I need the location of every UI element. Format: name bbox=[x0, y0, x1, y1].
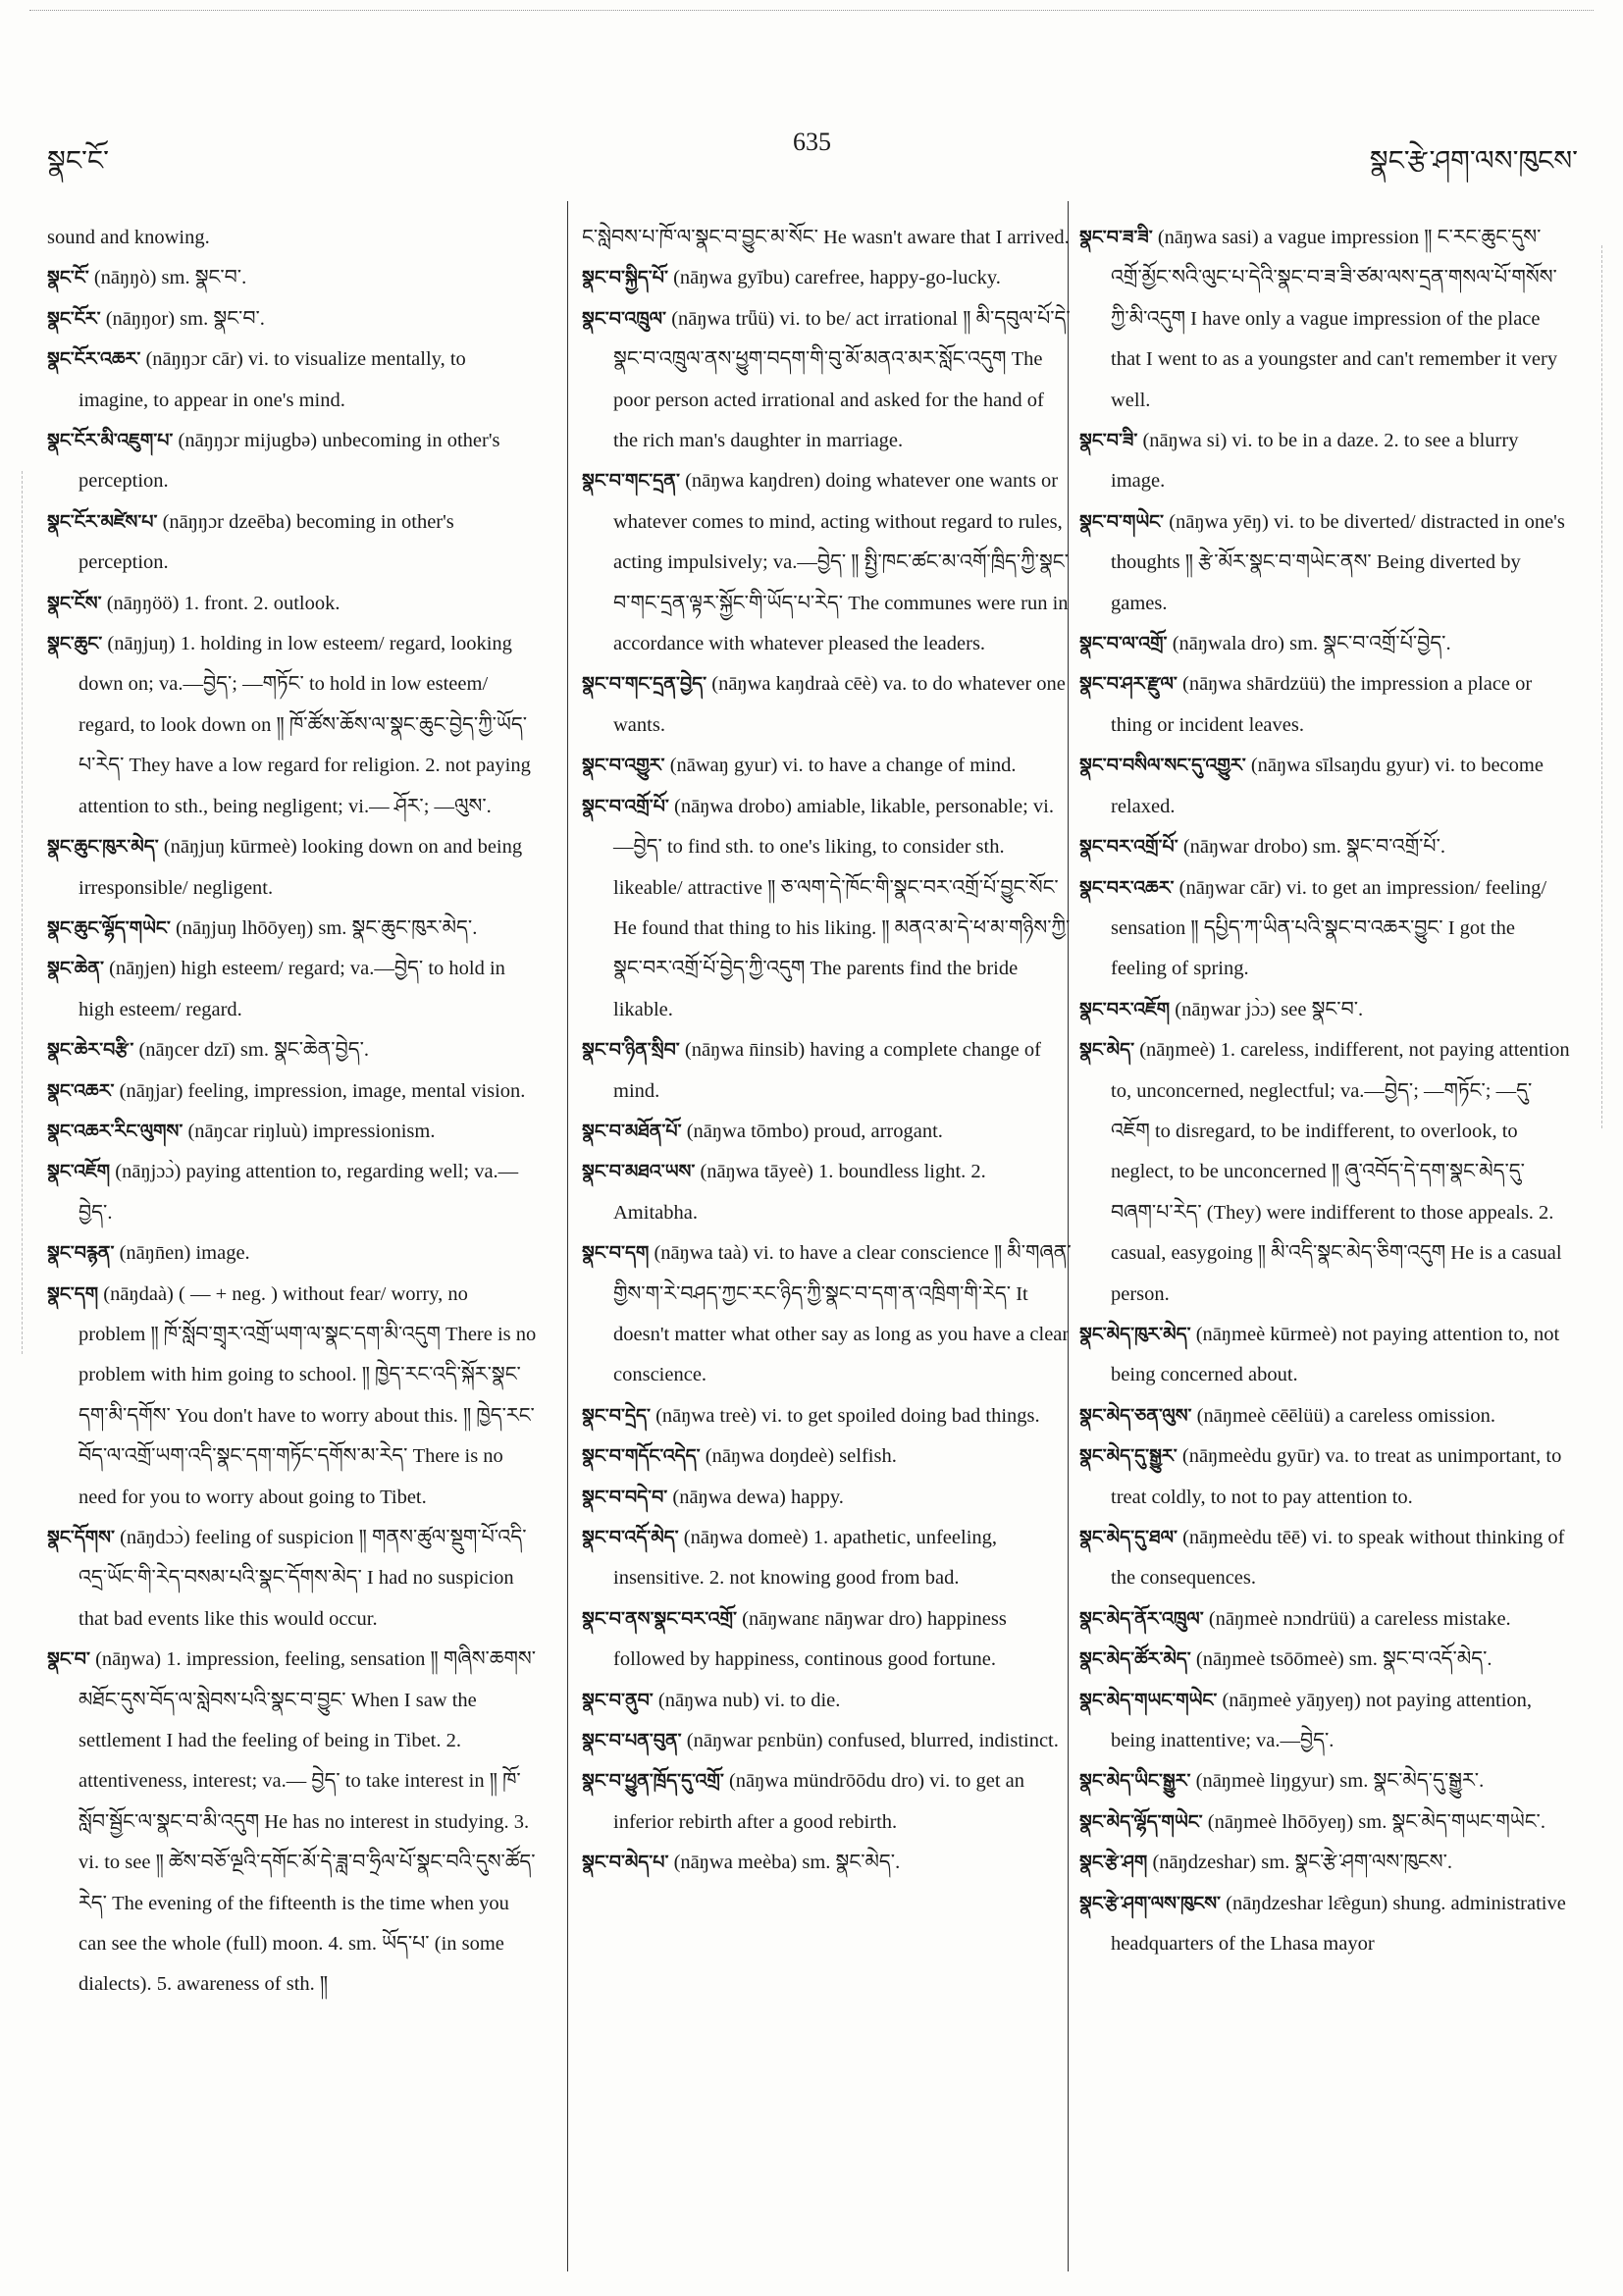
entry-definition: (nāŋwa dewa) happy. bbox=[667, 1486, 844, 1508]
entry-definition: (nāŋwar cār) vi. to get an impression/ feeling/ sensation ༎ དཔྱིད་ཀ་ཡིན་པའི་སྣང་བ་འཆར་བྱུང་ I got the feeling of spring. bbox=[1111, 876, 1547, 980]
headword: སྣང་བ་བདེ་བ་ bbox=[582, 1486, 668, 1508]
entry-definition: (nāŋcar riŋluù) impressionism. bbox=[183, 1120, 436, 1142]
dictionary-entry bbox=[1079, 1030, 1570, 1315]
headword: སྣང་བ་དྲེད་ bbox=[582, 1404, 651, 1427]
dictionary-entry bbox=[47, 949, 538, 1030]
headword: སྣང་བ་གཡེང་ bbox=[1079, 510, 1165, 533]
dictionary-entry bbox=[1079, 1681, 1570, 1762]
entry-definition: sound and knowing. bbox=[47, 227, 210, 248]
headword: སྣང་དོགས་ bbox=[47, 1527, 115, 1548]
headword: སྣང་བ་ལ་འགྲོ་ bbox=[1079, 633, 1168, 655]
dictionary-entry bbox=[582, 664, 1073, 746]
entry-definition: (nāŋwa sīlsaŋdu gyur) vi. to become relaxed. bbox=[1111, 755, 1544, 817]
headword: སྣང་བ་གང་དྲན་བྱེད་ bbox=[582, 673, 707, 696]
entry-definition: (nāŋwa gyību) carefree, happy-go-lucky. bbox=[667, 267, 1001, 289]
entry-definition: (nāŋwa tāyeè) 1. boundless light. 2. Amitabha. bbox=[613, 1161, 986, 1224]
entry-definition: (nāwaŋ gyur) vi. to have a change of mind. bbox=[664, 755, 1017, 777]
entry-definition: (nāŋwa shārdzüü) the impression a place or thing or incident leaves. bbox=[1111, 673, 1533, 736]
dictionary-entry bbox=[582, 1233, 1073, 1396]
headword: སྣང་བ་ཟ་ཟི་ bbox=[1079, 227, 1153, 248]
dictionary-entry bbox=[47, 339, 538, 421]
headword: སྣང་བར་འཇོག bbox=[1079, 998, 1171, 1020]
top-dotted-rule bbox=[29, 10, 1594, 11]
headword: སྣང་མེད་དུ་སྒྱུར་ bbox=[1079, 1445, 1178, 1468]
entry-definition: (nāŋwa) 1. impression, feeling, sensation ༎ གཞིས་ཆགས་མཐོང་དུས་བོད་ལ་སླེབས་པའི་སྣང་བ་བྱུང་ When I saw the settlement I had the feeling of being in Tibet. 2. attentiveness, interest; va.— བྱེད་ to take interest in ༎ ཁོ་སློབ་སྦྱོང་ལ་སྣང་བ་མི་འདུག He has no interest in studying. 3. vi. to see ༎ ཚེས་བཅོ་ལྔའི་དགོང་མོ་དེ་ཟླ་བ་ཧྲིལ་པོ་སྣང་བའི་དུས་ཚོད་རེད་ The evening of the fifteenth is the time when you can see the whole (full) moon. 4. sm. ཡོད་པ་ (in some dialects). 5. awareness of sth. ༎ bbox=[79, 1648, 537, 1996]
dictionary-entry bbox=[1079, 502, 1570, 624]
entry-definition: (nāŋmeè liŋgyur) sm. སྣང་མེད་དུ་སྒྱུར་. bbox=[1190, 1770, 1485, 1793]
dictionary-entry bbox=[582, 461, 1073, 664]
headword: སྣང་བ་ཟི་ bbox=[1079, 430, 1138, 452]
entry-definition: (nāŋmeèdu tēē) vi. to speak without thinking of the consequences. bbox=[1111, 1527, 1565, 1590]
entry-definition: (nāŋmeè kūrmeè) not paying attention to, not being concerned about. bbox=[1111, 1323, 1560, 1386]
dictionary-entry bbox=[1079, 1599, 1570, 1640]
entry-definition: (nāŋŋöö) 1. front. 2. outlook. bbox=[101, 592, 340, 614]
headword: སྣང་མེད་ཁུར་མེད་ bbox=[1079, 1323, 1191, 1345]
dictionary-entry bbox=[582, 1396, 1073, 1436]
entry-definition: (nāŋjen) high esteem/ regard; va.—བྱེད་ to hold in high esteem/ regard. bbox=[79, 958, 505, 1020]
dictionary-entry bbox=[1079, 1640, 1570, 1680]
dictionary-entry bbox=[582, 299, 1073, 462]
dictionary-entry bbox=[1079, 746, 1570, 827]
entry-definition: (nāŋmeè cēēlüü) a careless omission. bbox=[1191, 1404, 1496, 1427]
entry-definition: (nāŋwa sasi) a vague impression ༎ ང་རང་ཆུང་དུས་འགྲོ་མྱོང་སའི་ལུང་པ་དེའི་སྣང་བ་ཟ་ཟི་ཙམ་ལས་དྲན་གསལ་པོ་གསོས་ཀྱི་མི་འདུག I have only a vague impression of the place that I went to as a youngster and can't remember it very well. bbox=[1111, 227, 1558, 411]
headword: སྣང་བ་མཐོན་པོ་ bbox=[582, 1120, 682, 1142]
dictionary-entry bbox=[1079, 624, 1570, 664]
dictionary-entry bbox=[47, 421, 538, 502]
entry-definition: (nāŋwa kaŋdren) doing whatever one wants or whatever comes to mind, acting without regard to rules, acting impulsively; va.—བྱེད་ ༎ སྤྱི་ཁང་ཚང་མ་འགོ་ཁྲིད་ཀྱི་སྣང་བ་གང་དྲན་ལྟར་སྐྱོང་གི་ཡོད་པ་རེད་ The communes were run in accordance with whatever pleased the leaders. bbox=[613, 470, 1069, 655]
dictionary-entry bbox=[582, 1478, 1073, 1518]
entry-definition: (nāŋn̄en) image. bbox=[114, 1242, 250, 1265]
dictionary-entry bbox=[47, 218, 538, 258]
column-rule-1 bbox=[567, 201, 568, 2271]
headword: སྣང་འཇོག bbox=[47, 1161, 111, 1183]
dictionary-entry bbox=[1079, 868, 1570, 990]
headword: སྣང་བ་ bbox=[47, 1648, 90, 1671]
headword: སྣང་རྩེ་ཤག་ལས་ཁུངས་ bbox=[1079, 1892, 1222, 1914]
entry-definition: (nāŋcer dzī) sm. སྣང་ཆེན་བྱེད་. bbox=[133, 1039, 370, 1062]
dictionary-entry bbox=[582, 1436, 1073, 1477]
entry-definition: (nāŋdaà) ( — + neg. ) without fear/ worry, no problem ༎ ཁོ་སློབ་གྲྭར་འགྲོ་ཡག་ལ་སྣང་དག་མི་འདུག There is no problem with him going to school. ༎ ཁྱེད་རང་འདི་སྐོར་སྣང་དག་མི་དགོས་ You don't have to worry about this. ༎ ཁྱེད་རང་བོད་ལ་འགྲོ་ཡག་འདི་སྣང་དག་གཏོང་དགོས་མ་རེད་ There is no need for you to worry about going to Tibet. bbox=[79, 1282, 537, 1508]
entry-definition: (nāŋwa yēŋ) vi. to be diverted/ distracted in one's thoughts ༎ རྩེ་མོར་སྣང་བ་གཡེང་ནས་ Being diverted by games. bbox=[1111, 510, 1565, 614]
dictionary-entry bbox=[582, 1721, 1073, 1761]
running-head-right: སྣང་རྩེ་ཤག་ལས་ཁུངས་ bbox=[1369, 144, 1578, 177]
dictionary-entry bbox=[1079, 1843, 1570, 1883]
entry-definition: (nāŋŋɔr cār) vi. to visualize mentally, to imagine, to appear in one's mind. bbox=[79, 348, 466, 411]
entry-definition: (nāŋŋò) sm. སྣང་བ་. bbox=[88, 267, 247, 289]
dictionary-entry bbox=[582, 746, 1073, 786]
headword: སྣང་ངོ་ bbox=[47, 267, 89, 289]
headword: སྣང་ངོར་མཛེས་པ་ bbox=[47, 510, 158, 533]
dictionary-entry bbox=[47, 1030, 538, 1070]
headword: སྣང་བ་ཕྱུན་ཁྲོད་དུ་འགྲོ་ bbox=[582, 1770, 724, 1793]
dictionary-entry bbox=[1079, 664, 1570, 746]
dictionary-entry bbox=[582, 1599, 1073, 1681]
dictionary-entry bbox=[47, 624, 538, 827]
headword: སྣང་ཆུང་ལྷོད་གཡེང་ bbox=[47, 916, 171, 939]
dictionary-entry bbox=[1079, 1396, 1570, 1436]
entry-definition: (nāŋwa treè) vi. to get spoiled doing bad things. bbox=[650, 1404, 1040, 1427]
headword: སྣང་བ་གདོང་འདེད་ bbox=[582, 1445, 701, 1468]
headword: སྣང་བ་བསིལ་སང་དུ་འགྱུར་ bbox=[1079, 755, 1246, 777]
dictionary-entry bbox=[47, 1275, 538, 1518]
entry-definition: (nāŋwanɛ nāŋwar dro) happiness followed by happiness, continous good fortune. bbox=[613, 1607, 1007, 1671]
headword: སྣང་ངོར་མི་འཇུག་པ་ bbox=[47, 430, 174, 452]
entry-definition: (nāŋŋor) sm. སྣང་བ་. bbox=[100, 307, 265, 330]
headword: སྣང་མེད་ཚོར་མེད་ bbox=[1079, 1648, 1191, 1671]
headword: སྣང་བ་མཐའ་ཡས་ bbox=[582, 1161, 696, 1183]
dictionary-entry bbox=[47, 1518, 538, 1640]
dictionary-entry bbox=[1079, 827, 1570, 867]
headword: སྣང་བ་སྐྱིད་པོ་ bbox=[582, 267, 668, 289]
entry-definition: (nāŋjɔɔ̀) paying attention to, regarding well; va.—བྱེད་. bbox=[79, 1161, 519, 1224]
column-3 bbox=[1079, 218, 1570, 1964]
entry-definition: (nāŋjuŋ kūrmeè) looking down on and being irresponsible/ negligent. bbox=[79, 836, 523, 899]
headword: སྣང་བ་མེད་པ་ bbox=[582, 1852, 669, 1874]
entry-definition: (nāŋŋɔr mijugbə) unbecoming in other's perception. bbox=[79, 430, 500, 493]
dictionary-entry bbox=[1079, 1315, 1570, 1396]
dictionary-entry bbox=[47, 1233, 538, 1274]
headword: སྣང་མེད་གཡང་གཡེང་ bbox=[1079, 1689, 1218, 1711]
headword: སྣང་བ་དག bbox=[582, 1242, 650, 1265]
entry-definition: (nāŋwa kaŋdraà cēè) va. to do whatever one wants. bbox=[613, 673, 1066, 736]
headword: སྣང་ཆེན་ bbox=[47, 958, 104, 980]
entry-definition: (nāŋŋɔr dzeēba) becoming in other's perception. bbox=[79, 510, 454, 574]
dictionary-entry bbox=[47, 1152, 538, 1233]
entry-definition: (nāŋwa domeè) 1. apathetic, unfeeling, insensitive. 2. not knowing good from bad. bbox=[613, 1527, 998, 1590]
entry-definition: (nāŋwa meèba) sm. སྣང་མེད་. bbox=[668, 1852, 901, 1874]
headword: སྣང་ངོར་ bbox=[47, 307, 101, 330]
dictionary-entry bbox=[582, 218, 1073, 258]
entry-definition: (nāŋwa mündrōōdu dro) vi. to get an inferior rebirth after a good rebirth. bbox=[613, 1770, 1025, 1833]
dictionary-entry bbox=[47, 502, 538, 584]
headword: སྣང་ཆུང་ bbox=[47, 633, 103, 655]
headword: སྣང་བ་འཁྲུལ་ bbox=[582, 307, 667, 330]
entry-definition: (nāŋmeè lhōōyeŋ) sm. སྣང་མེད་གཡང་གཡེང་. bbox=[1202, 1810, 1545, 1833]
entry-definition: (nāŋwa drobo) amiable, likable, personable; vi.—བྱེད་ to find sth. to one's liking, to consider sth. likeable/ attractive ༎ ཅ་ལག་དེ་ཁོང་གི་སྣང་བར་འགྲོ་པོ་བྱུང་སོང་ He found that thing to his liking. ༎ མནའ་མ་དེ་ཕ་མ་གཉིས་ཀྱི་སྣང་བར་འགྲོ་པོ་བྱེད་ཀྱི་འདུག The parents find the bride likable. bbox=[613, 795, 1071, 1020]
entry-definition: (nāŋmeè yāŋyeŋ) not paying attention, being inattentive; va.—བྱེད་. bbox=[1111, 1689, 1533, 1752]
headword: སྣང་མེད་དུ་ཐལ་ bbox=[1079, 1527, 1178, 1548]
entry-definition: (nāŋwa nub) vi. to die. bbox=[653, 1689, 841, 1711]
entry-definition: (nāŋwa tōmbo) proud, arrogant. bbox=[681, 1120, 943, 1142]
headword: སྣང་རྩེ་ཤག bbox=[1079, 1852, 1148, 1874]
headword: སྣང་བརྙན་ bbox=[47, 1242, 115, 1265]
scan-guide-right bbox=[1601, 245, 1602, 1128]
entry-definition: (nāŋmeè tsōōmeè) sm. སྣང་བ་འདོ་མེད་. bbox=[1190, 1648, 1492, 1671]
headword: སྣང་མེད་ལྷོད་གཡེང་ bbox=[1079, 1810, 1203, 1833]
headword: སྣང་བ་པན་བུན་ bbox=[582, 1730, 682, 1752]
dictionary-entry bbox=[1079, 1436, 1570, 1518]
dictionary-entry bbox=[47, 299, 538, 339]
headword: སྣང་ངོར་འཆར་ bbox=[47, 348, 141, 371]
entry-definition: (nāŋwa si) vi. to be in a daze. 2. to see a blurry image. bbox=[1111, 430, 1519, 493]
dictionary-entry bbox=[1079, 1802, 1570, 1843]
entry-definition: ང་སླེབས་པ་ཁོ་ལ་སྣང་བ་བྱུང་མ་སོང་ He wasn't aware that I arrived. bbox=[582, 227, 1070, 248]
headword: སྣང་མེད་ཅན་ལུས་ bbox=[1079, 1404, 1192, 1427]
entry-definition: (nāŋjuŋ lhōōyeŋ) sm. སྣང་ཆུང་ཁུར་མེད་. bbox=[170, 916, 478, 939]
dictionary-entry bbox=[47, 909, 538, 949]
headword: སྣང་བ་འགྱུར་ bbox=[582, 755, 665, 777]
headword: སྣང་བར་འཆར་ bbox=[1079, 876, 1175, 899]
entry-definition: (nāŋdzeshar) sm. སྣང་རྩེ་ཤག་ལས་ཁུངས་. bbox=[1147, 1852, 1453, 1874]
entry-definition: (nāŋwa n̄insib) having a complete change of mind. bbox=[613, 1039, 1041, 1102]
dictionary-entry bbox=[1079, 1518, 1570, 1599]
headword: སྣང་ཆུང་ཁུར་མེད་ bbox=[47, 836, 159, 859]
dictionary-entry bbox=[47, 827, 538, 909]
headword: སྣང་བ་འདོ་མེད་ bbox=[582, 1527, 679, 1548]
entry-definition: (nāŋjar) feeling, impression, image, mental vision. bbox=[114, 1079, 526, 1102]
dictionary-entry bbox=[582, 787, 1073, 1030]
dictionary-entry bbox=[1079, 1761, 1570, 1801]
running-head-left: སྣང་ངོ་ bbox=[47, 144, 109, 177]
entry-definition: (nāŋwa trǖü) vi. to be/ act irrational ༎ མི་དབུལ་པོ་དེ་སྣང་བ་འཁྲུལ་ནས་ཕྱུག་བདག་གི་བུ་མོ་མནའ་མར་སློང་འདུག The poor person acted irrational and asked for the hand of the rich man's daughter in marriage. bbox=[613, 307, 1071, 452]
headword: སྣང་བ་ཉིན་སྲིབ་ bbox=[582, 1039, 680, 1062]
dictionary-entry bbox=[582, 1112, 1073, 1152]
dictionary-entry bbox=[1079, 1884, 1570, 1965]
entry-definition: (nāŋwa doŋdeè) selfish. bbox=[700, 1445, 897, 1468]
headword: སྣང་བར་འགྲོ་པོ་ bbox=[1079, 836, 1178, 859]
dictionary-entry bbox=[47, 1640, 538, 2006]
dictionary-entry bbox=[47, 1112, 538, 1152]
headword: སྣང་བ་ཤར་རྫུལ་ bbox=[1079, 673, 1178, 696]
dictionary-entry bbox=[582, 1681, 1073, 1721]
headword: སྣང་བ་ནས་སྣང་བར་འགྲོ་ bbox=[582, 1607, 737, 1630]
headword: སྣང་ངོས་ bbox=[47, 592, 102, 614]
entry-definition: (nāŋjuŋ) 1. holding in low esteem/ regard, looking down on; va.—བྱེད་; —གཏོང་ to hold in low esteem/ regard, to look down on ༎ ཁོ་ཚོས་ཆོས་ལ་སྣང་ཆུང་བྱེད་ཀྱི་ཡོད་པ་རེད་ They have a low regard for religion. 2. not paying attention to sth., being negligent; vi.— ཤོར་; —ལུས་. bbox=[79, 633, 531, 817]
dictionary-entry bbox=[582, 1843, 1073, 1883]
column-1 bbox=[47, 218, 538, 2006]
entry-definition: (nāŋwar pɛnbün) confused, blurred, indistinct. bbox=[681, 1730, 1059, 1752]
dictionary-entry bbox=[1079, 218, 1570, 421]
entry-definition: (nāŋwa taà) vi. to have a clear conscience ༎ མི་གཞན་གྱིས་ག་རེ་བཤད་ཀྱང་རང་ཉིད་ཀྱི་སྣང་བ་དག་ན་འཁྲིག་གི་རེད་ It doesn't matter what other say as long as you have a clear conscience. bbox=[613, 1242, 1072, 1386]
dictionary-entry bbox=[1079, 421, 1570, 502]
entry-definition: (nāŋmeè) 1. careless, indifferent, not paying attention to, unconcerned, neglectful; va.—བྱེད་; —གཏོང་; —དུ་འཇོག to disregard, to be indifferent, to overlook, to neglect, to be unconcerned ༎ ཞུ་འབོད་དེ་དག་སྣང་མེད་དུ་བཞག་པ་རེད་ (They) were indifferent to those appeals. 2. casual, easygoing ༎ མི་འདི་སྣང་མེད་ཅིག་འདུག He is a casual person. bbox=[1111, 1039, 1570, 1305]
entry-definition: (nāŋmeè nɔndrüü) a careless mistake. bbox=[1203, 1607, 1511, 1630]
dictionary-entry bbox=[47, 584, 538, 624]
dictionary-entry bbox=[582, 258, 1073, 298]
dictionary-entry bbox=[582, 1152, 1073, 1233]
entry-definition: (nāŋwar drobo) sm. སྣང་བ་འགྲོ་པོ་. bbox=[1178, 836, 1446, 859]
headword: སྣང་མེད་ཡིང་སྒྱུར་ bbox=[1079, 1770, 1191, 1793]
dictionary-entry bbox=[1079, 990, 1570, 1030]
entry-definition: (nāŋmeèdu gyūr) va. to treat as unimportant, to treat coldly, to not to pay attention to. bbox=[1111, 1445, 1562, 1508]
dictionary-entry bbox=[47, 1071, 538, 1112]
headword: སྣང་བ་འགྲོ་པོ་ bbox=[582, 795, 669, 817]
entry-definition: (nāŋdɔɔ̀) feeling of suspicion ༎ གནས་ཚུལ་སྡུག་པོ་འདི་འདྲ་ཡོང་གི་རེད་བསམ་པའི་སྣང་དོགས་མེད་ I had no suspicion that bad events like this would occur. bbox=[79, 1527, 527, 1630]
dictionary-entry bbox=[582, 1761, 1073, 1843]
headword: སྣང་འཆར་རིང་ལུགས་ bbox=[47, 1120, 183, 1142]
headword: སྣང་བ་གང་དྲན་ bbox=[582, 470, 680, 493]
headword: སྣང་མེད་ bbox=[1079, 1039, 1135, 1062]
entry-definition: (nāŋdzeshar lɛ̄ègun) shung. administrative headquarters of the Lhasa mayor bbox=[1111, 1892, 1566, 1956]
scan-guide-left bbox=[22, 471, 23, 1354]
page-number: 635 bbox=[793, 128, 831, 156]
dictionary-entry bbox=[582, 1518, 1073, 1599]
headword: སྣང་བ་ནུབ་ bbox=[582, 1689, 654, 1711]
dictionary-entry bbox=[47, 258, 538, 298]
headword: སྣང་མེད་ནོར་འཁྲུལ་ bbox=[1079, 1607, 1204, 1630]
column-2 bbox=[582, 218, 1073, 1884]
headword: སྣང་འཆར་ bbox=[47, 1079, 115, 1102]
entry-definition: (nāŋwar jɔ̀ɔ) see སྣང་བ་. bbox=[1170, 998, 1364, 1020]
dictionary-entry bbox=[582, 1030, 1073, 1112]
headword: སྣང་ཆེར་བརྩི་ bbox=[47, 1039, 134, 1062]
entry-definition: (nāŋwala dro) sm. སྣང་བ་འགྲོ་པོ་བྱེད་. bbox=[1167, 633, 1451, 655]
headword: སྣང་དག bbox=[47, 1282, 99, 1305]
